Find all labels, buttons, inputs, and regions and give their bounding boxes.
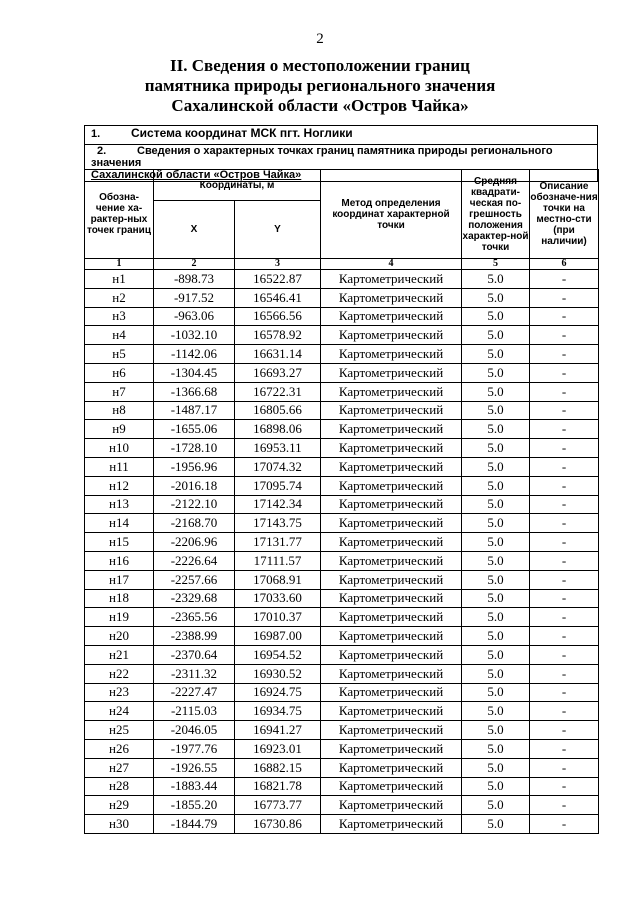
- column-number-row: [85, 259, 599, 270]
- description-cell: -: [530, 533, 599, 552]
- error-cell: 5.0: [462, 739, 530, 758]
- x-coordinate-cell: -1304.45: [154, 363, 235, 382]
- y-coordinate-cell: 16941.27: [235, 721, 321, 740]
- section-1-row: [85, 126, 598, 145]
- error-cell: 5.0: [462, 758, 530, 777]
- table-row: [85, 533, 599, 552]
- x-coordinate-cell: -1855.20: [154, 796, 235, 815]
- x-coordinate-cell: -2227.47: [154, 683, 235, 702]
- table-row: [85, 307, 599, 326]
- y-coordinate-cell: 17068.91: [235, 570, 321, 589]
- table-row: [85, 326, 599, 345]
- y-coordinate-cell: 16722.31: [235, 382, 321, 401]
- coordinates-table-body: [85, 270, 599, 834]
- x-coordinate-cell: -1142.06: [154, 345, 235, 364]
- method-cell: Картометрический: [321, 739, 462, 758]
- point-id-cell: н8: [85, 401, 154, 420]
- table-row: [85, 401, 599, 420]
- method-cell: Картометрический: [321, 363, 462, 382]
- point-id-cell: н16: [85, 551, 154, 570]
- table-row: [85, 739, 599, 758]
- table-row: [85, 702, 599, 721]
- coordinates-table: [84, 169, 599, 834]
- y-coordinate-cell: 16566.56: [235, 307, 321, 326]
- error-cell: 5.0: [462, 514, 530, 533]
- description-cell: -: [530, 551, 599, 570]
- table-row: [85, 288, 599, 307]
- y-coordinate-cell: 16773.77: [235, 796, 321, 815]
- column-number: 1: [85, 259, 154, 270]
- error-cell: 5.0: [462, 345, 530, 364]
- x-coordinate-cell: -1926.55: [154, 758, 235, 777]
- x-coordinate-cell: -1956.96: [154, 457, 235, 476]
- error-cell: 5.0: [462, 270, 530, 289]
- page-number: 2: [316, 31, 324, 47]
- table-row: [85, 570, 599, 589]
- point-id-cell: н3: [85, 307, 154, 326]
- section-2-number: 2.: [97, 145, 107, 157]
- error-cell: 5.0: [462, 439, 530, 458]
- description-cell: -: [530, 420, 599, 439]
- title-line-2: памятника природы регионального значения: [144, 76, 496, 95]
- error-cell: 5.0: [462, 627, 530, 646]
- description-cell: -: [530, 815, 599, 834]
- description-cell: -: [530, 457, 599, 476]
- x-coordinate-cell: -2329.68: [154, 589, 235, 608]
- x-coordinate-cell: -2046.05: [154, 721, 235, 740]
- y-coordinate-cell: 17074.32: [235, 457, 321, 476]
- table-row: [85, 363, 599, 382]
- point-id-cell: н5: [85, 345, 154, 364]
- x-coordinate-cell: -1655.06: [154, 420, 235, 439]
- method-cell: Картометрический: [321, 608, 462, 627]
- point-id-cell: н30: [85, 815, 154, 834]
- col-header-x: X: [154, 201, 235, 259]
- table-row: [85, 796, 599, 815]
- method-cell: Картометрический: [321, 288, 462, 307]
- error-cell: 5.0: [462, 495, 530, 514]
- description-cell: -: [530, 570, 599, 589]
- error-cell: 5.0: [462, 457, 530, 476]
- description-cell: -: [530, 288, 599, 307]
- description-cell: -: [530, 683, 599, 702]
- method-cell: Картометрический: [321, 702, 462, 721]
- description-cell: -: [530, 664, 599, 683]
- x-coordinate-cell: -898.73: [154, 270, 235, 289]
- y-coordinate-cell: 17142.34: [235, 495, 321, 514]
- x-coordinate-cell: -2365.56: [154, 608, 235, 627]
- x-coordinate-cell: -2311.32: [154, 664, 235, 683]
- x-coordinate-cell: -2388.99: [154, 627, 235, 646]
- table-row: [85, 476, 599, 495]
- x-coordinate-cell: -2016.18: [154, 476, 235, 495]
- column-number: 2: [154, 259, 235, 270]
- column-number: 3: [235, 259, 321, 270]
- description-cell: -: [530, 326, 599, 345]
- method-cell: Картометрический: [321, 307, 462, 326]
- error-cell: 5.0: [462, 721, 530, 740]
- y-coordinate-cell: 16882.15: [235, 758, 321, 777]
- error-cell: 5.0: [462, 307, 530, 326]
- description-cell: -: [530, 721, 599, 740]
- y-coordinate-cell: 16930.52: [235, 664, 321, 683]
- table-row: [85, 664, 599, 683]
- point-id-cell: н2: [85, 288, 154, 307]
- y-coordinate-cell: 16954.52: [235, 645, 321, 664]
- column-number: 4: [321, 259, 462, 270]
- y-coordinate-cell: 16821.78: [235, 777, 321, 796]
- table-row: [85, 551, 599, 570]
- point-id-cell: н9: [85, 420, 154, 439]
- x-coordinate-cell: -2257.66: [154, 570, 235, 589]
- y-coordinate-cell: 16805.66: [235, 401, 321, 420]
- y-coordinate-cell: 16522.87: [235, 270, 321, 289]
- description-cell: -: [530, 608, 599, 627]
- table-row: [85, 270, 599, 289]
- x-coordinate-cell: -2168.70: [154, 514, 235, 533]
- method-cell: Картометрический: [321, 664, 462, 683]
- method-cell: Картометрический: [321, 420, 462, 439]
- error-cell: 5.0: [462, 476, 530, 495]
- y-coordinate-cell: 16987.00: [235, 627, 321, 646]
- method-cell: Картометрический: [321, 345, 462, 364]
- x-coordinate-cell: -1728.10: [154, 439, 235, 458]
- y-coordinate-cell: 16578.92: [235, 326, 321, 345]
- error-cell: 5.0: [462, 570, 530, 589]
- description-cell: -: [530, 514, 599, 533]
- x-coordinate-cell: -1883.44: [154, 777, 235, 796]
- point-id-cell: н20: [85, 627, 154, 646]
- x-coordinate-cell: -2115.03: [154, 702, 235, 721]
- error-cell: 5.0: [462, 551, 530, 570]
- error-cell: 5.0: [462, 288, 530, 307]
- point-id-cell: н29: [85, 796, 154, 815]
- method-cell: Картометрический: [321, 457, 462, 476]
- point-id-cell: н14: [85, 514, 154, 533]
- point-id-cell: н27: [85, 758, 154, 777]
- col-header-method: Метод определения координат характерной точки: [321, 170, 462, 259]
- method-cell: Картометрический: [321, 589, 462, 608]
- y-coordinate-cell: 17131.77: [235, 533, 321, 552]
- col-header-description: Описание обозначе-ния точки на местно-сти (при наличии): [530, 170, 599, 259]
- y-coordinate-cell: 17111.57: [235, 551, 321, 570]
- y-coordinate-cell: 16730.86: [235, 815, 321, 834]
- error-cell: 5.0: [462, 401, 530, 420]
- x-coordinate-cell: -1366.68: [154, 382, 235, 401]
- description-cell: -: [530, 758, 599, 777]
- description-cell: -: [530, 495, 599, 514]
- table-row: [85, 627, 599, 646]
- method-cell: Картометрический: [321, 570, 462, 589]
- description-cell: -: [530, 439, 599, 458]
- table-row: [85, 439, 599, 458]
- error-cell: 5.0: [462, 777, 530, 796]
- x-coordinate-cell: -1844.79: [154, 815, 235, 834]
- y-coordinate-cell: 16546.41: [235, 288, 321, 307]
- col-header-point: Обозна-чение ха-рактер-ных точек границ: [85, 170, 154, 259]
- document-title: [0, 56, 640, 116]
- table-row: [85, 608, 599, 627]
- point-id-cell: н7: [85, 382, 154, 401]
- table-row: [85, 645, 599, 664]
- error-cell: 5.0: [462, 589, 530, 608]
- description-cell: -: [530, 627, 599, 646]
- error-cell: 5.0: [462, 664, 530, 683]
- error-cell: 5.0: [462, 382, 530, 401]
- table-row: [85, 514, 599, 533]
- description-cell: -: [530, 476, 599, 495]
- x-coordinate-cell: -2206.96: [154, 533, 235, 552]
- point-id-cell: н10: [85, 439, 154, 458]
- section-1-text: Система координат МСК пгт. Ноглики: [131, 126, 353, 140]
- section-2-text-line-2: Сахалинской области «Остров Чайка»: [91, 169, 302, 181]
- table-row: [85, 683, 599, 702]
- y-coordinate-cell: 17095.74: [235, 476, 321, 495]
- method-cell: Картометрический: [321, 476, 462, 495]
- column-number: 6: [530, 259, 599, 270]
- point-id-cell: н18: [85, 589, 154, 608]
- title-line-3: Сахалинской области «Остров Чайка»: [171, 96, 469, 115]
- table-row: [85, 777, 599, 796]
- method-cell: Картометрический: [321, 777, 462, 796]
- table-row: [85, 345, 599, 364]
- error-cell: 5.0: [462, 796, 530, 815]
- column-number: 5: [462, 259, 530, 270]
- y-coordinate-cell: 16898.06: [235, 420, 321, 439]
- method-cell: Картометрический: [321, 683, 462, 702]
- point-id-cell: н23: [85, 683, 154, 702]
- point-id-cell: н11: [85, 457, 154, 476]
- method-cell: Картометрический: [321, 645, 462, 664]
- method-cell: Картометрический: [321, 815, 462, 834]
- x-coordinate-cell: -2226.64: [154, 551, 235, 570]
- y-coordinate-cell: 17010.37: [235, 608, 321, 627]
- point-id-cell: н21: [85, 645, 154, 664]
- y-coordinate-cell: 16934.75: [235, 702, 321, 721]
- x-coordinate-cell: -917.52: [154, 288, 235, 307]
- point-id-cell: н12: [85, 476, 154, 495]
- y-coordinate-cell: 17143.75: [235, 514, 321, 533]
- description-cell: -: [530, 382, 599, 401]
- x-coordinate-cell: -1977.76: [154, 739, 235, 758]
- point-id-cell: н25: [85, 721, 154, 740]
- description-cell: -: [530, 702, 599, 721]
- point-id-cell: н1: [85, 270, 154, 289]
- point-id-cell: н13: [85, 495, 154, 514]
- method-cell: Картометрический: [321, 533, 462, 552]
- error-cell: 5.0: [462, 326, 530, 345]
- error-cell: 5.0: [462, 645, 530, 664]
- point-id-cell: н19: [85, 608, 154, 627]
- method-cell: Картометрический: [321, 514, 462, 533]
- description-cell: -: [530, 589, 599, 608]
- section-2-text-line-1: Сведения о характерных точках границ памятника природы регионального значения: [91, 145, 553, 169]
- x-coordinate-cell: -1032.10: [154, 326, 235, 345]
- point-id-cell: н15: [85, 533, 154, 552]
- table-row: [85, 721, 599, 740]
- point-id-cell: н22: [85, 664, 154, 683]
- description-cell: -: [530, 401, 599, 420]
- table-row: [85, 382, 599, 401]
- table-row: [85, 758, 599, 777]
- x-coordinate-cell: -2122.10: [154, 495, 235, 514]
- method-cell: Картометрический: [321, 495, 462, 514]
- error-cell: 5.0: [462, 420, 530, 439]
- point-id-cell: н6: [85, 363, 154, 382]
- point-id-cell: н24: [85, 702, 154, 721]
- description-cell: -: [530, 307, 599, 326]
- x-coordinate-cell: -1487.17: [154, 401, 235, 420]
- section-1-number: 1.: [91, 128, 101, 140]
- method-cell: Картометрический: [321, 796, 462, 815]
- table-row: [85, 815, 599, 834]
- error-cell: 5.0: [462, 608, 530, 627]
- col-header-y: Y: [235, 201, 321, 259]
- error-cell: 5.0: [462, 363, 530, 382]
- x-coordinate-cell: -2370.64: [154, 645, 235, 664]
- table-row: [85, 420, 599, 439]
- y-coordinate-cell: 16923.01: [235, 739, 321, 758]
- point-id-cell: н17: [85, 570, 154, 589]
- description-cell: -: [530, 270, 599, 289]
- method-cell: Картометрический: [321, 270, 462, 289]
- y-coordinate-cell: 17033.60: [235, 589, 321, 608]
- method-cell: Картометрический: [321, 401, 462, 420]
- title-line-1: II. Сведения о местоположении границ: [170, 56, 470, 75]
- description-cell: -: [530, 777, 599, 796]
- point-id-cell: н28: [85, 777, 154, 796]
- method-cell: Картометрический: [321, 721, 462, 740]
- y-coordinate-cell: 16693.27: [235, 363, 321, 382]
- description-cell: -: [530, 739, 599, 758]
- error-cell: 5.0: [462, 533, 530, 552]
- point-id-cell: н26: [85, 739, 154, 758]
- col-header-coordinates: Координаты, м: [154, 170, 321, 201]
- method-cell: Картометрический: [321, 326, 462, 345]
- x-coordinate-cell: -963.06: [154, 307, 235, 326]
- error-cell: 5.0: [462, 702, 530, 721]
- table-row: [85, 589, 599, 608]
- method-cell: Картометрический: [321, 439, 462, 458]
- y-coordinate-cell: 16924.75: [235, 683, 321, 702]
- y-coordinate-cell: 16631.14: [235, 345, 321, 364]
- method-cell: Картометрический: [321, 627, 462, 646]
- method-cell: Картометрический: [321, 758, 462, 777]
- y-coordinate-cell: 16953.11: [235, 439, 321, 458]
- description-cell: -: [530, 645, 599, 664]
- point-id-cell: н4: [85, 326, 154, 345]
- method-cell: Картометрический: [321, 382, 462, 401]
- description-cell: -: [530, 345, 599, 364]
- error-cell: 5.0: [462, 815, 530, 834]
- table-row: [85, 457, 599, 476]
- description-cell: -: [530, 363, 599, 382]
- description-cell: -: [530, 796, 599, 815]
- error-cell: 5.0: [462, 683, 530, 702]
- table-row: [85, 495, 599, 514]
- col-header-error: Средняя квадрати-ческая по-грешность положения характер-ной точки: [462, 170, 530, 259]
- method-cell: Картометрический: [321, 551, 462, 570]
